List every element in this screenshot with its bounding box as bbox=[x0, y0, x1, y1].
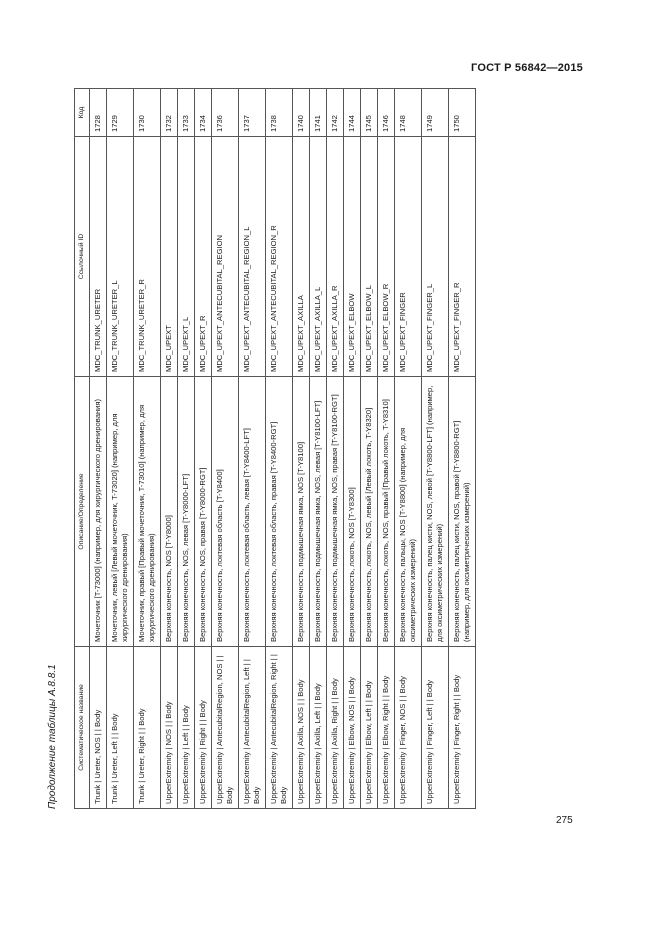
cell-code: 1733 bbox=[178, 89, 195, 137]
cell-reference-id: MDC_UPEXT_AXILLA_R bbox=[327, 137, 344, 377]
column-header-code: Код bbox=[75, 89, 90, 137]
cell-reference-id: MDC_UPEXT_ELBOW_L bbox=[361, 137, 378, 377]
cell-systematic-name: UpperExtremity | AntecubitalRegion, Right | | Body bbox=[266, 647, 293, 809]
cell-code: 1746 bbox=[378, 89, 395, 137]
cell-reference-id: MDC_UPEXT_FINGER bbox=[395, 137, 422, 377]
cell-description: Верхняя конечность, подмышечная ямка, NOS [T-Y8100] bbox=[293, 377, 310, 647]
cell-code: 1742 bbox=[327, 89, 344, 137]
cell-description: Верхняя конечность, локоть, NOS [T-Y8300] bbox=[344, 377, 361, 647]
cell-systematic-name: UpperExtremity | Elbow, NOS | | Body bbox=[344, 647, 361, 809]
cell-code: 1738 bbox=[266, 89, 293, 137]
cell-code: 1737 bbox=[239, 89, 266, 137]
cell-reference-id: MDC_UPEXT_R bbox=[195, 137, 212, 377]
cell-code: 1749 bbox=[422, 89, 449, 137]
cell-systematic-name: UpperExtremity | Axilla, NOS | | Body bbox=[293, 647, 310, 809]
cell-description: Верхняя конечность, палец кисти, NOS, левой [T-Y8800-LFT] (например, для оксиметрических измерений) bbox=[422, 377, 449, 647]
cell-code: 1748 bbox=[395, 89, 422, 137]
table-row bbox=[361, 89, 378, 809]
cell-reference-id: MDC_TRUNK_URETER_L bbox=[107, 137, 134, 377]
cell-reference-id: MDC_UPEXT_ELBOW bbox=[344, 137, 361, 377]
table-row bbox=[134, 89, 161, 809]
table-row bbox=[90, 89, 107, 809]
cell-reference-id: MDC_UPEXT_AXILLA_L bbox=[310, 137, 327, 377]
table-row bbox=[212, 89, 239, 809]
table-row bbox=[378, 89, 395, 809]
cell-description: Верхняя конечность, подмышечная ямка, NOS, левая [T-Y8100-LFT] bbox=[310, 377, 327, 647]
rotated-table-block bbox=[46, 65, 476, 815]
column-header-name: Систематическое название bbox=[75, 647, 90, 809]
cell-reference-id: MDC_UPEXT_FINGER_R bbox=[449, 137, 476, 377]
table-row bbox=[449, 89, 476, 809]
cell-description: Мочеточник, правый [Правый мочеточник, T-73010] (например, для хирургического дренирования) bbox=[134, 377, 161, 647]
cell-code: 1741 bbox=[310, 89, 327, 137]
cell-systematic-name: UpperExtremity | Left | | Body bbox=[178, 647, 195, 809]
cell-description: Верхняя конечность, пальцы, NOS [T-Y8800] (например, для оксиметрических измерений) bbox=[395, 377, 422, 647]
page-number: 275 bbox=[556, 815, 573, 826]
cell-description: Верхняя конечность, локтевая область, левая [T-Y8400-LFT] bbox=[239, 377, 266, 647]
cell-reference-id: MDC_UPEXT bbox=[161, 137, 178, 377]
cell-description: Верхняя конечность, палец кисти, NOS, правой [T-Y8800-RGT] (например, для оксиметрических измерений) bbox=[449, 377, 476, 647]
column-header-reference-id: Ссылочный ID bbox=[75, 137, 90, 377]
standard-header: ГОСТ Р 56842—2015 bbox=[471, 62, 583, 74]
cell-systematic-name: Trunk | Ureter, Left | | Body bbox=[107, 647, 134, 809]
cell-reference-id: MDC_UPEXT_ANTECUBITAL_REGION_L bbox=[239, 137, 266, 377]
table-row bbox=[161, 89, 178, 809]
cell-systematic-name: UpperExtremity | Finger, Right | | Body bbox=[449, 647, 476, 809]
column-header-description: Описание/Определение bbox=[75, 377, 90, 647]
cell-systematic-name: UpperExtremity | AntecubitalRegion, Left | | Body bbox=[239, 647, 266, 809]
cell-description: Мочеточник, левый [Левый мочеточник, T-73020] (например, для хирургического дренирования) bbox=[107, 377, 134, 647]
cell-code: 1728 bbox=[90, 89, 107, 137]
cell-systematic-name: UpperExtremity | Elbow, Left | | Body bbox=[361, 647, 378, 809]
cell-systematic-name: Trunk | Ureter, NOS | | Body bbox=[90, 647, 107, 809]
cell-systematic-name: UpperExtremity | Right | | Body bbox=[195, 647, 212, 809]
table-row bbox=[239, 89, 266, 809]
table-row bbox=[266, 89, 293, 809]
cell-description: Верхняя конечность, локтевая область [T-Y8400] bbox=[212, 377, 239, 647]
table-row bbox=[310, 89, 327, 809]
cell-systematic-name: UpperExtremity | Finger, Left | | Body bbox=[422, 647, 449, 809]
table-body bbox=[90, 89, 476, 809]
cell-systematic-name: UpperExtremity | Elbow, Right | | Body bbox=[378, 647, 395, 809]
cell-code: 1736 bbox=[212, 89, 239, 137]
cell-code: 1740 bbox=[293, 89, 310, 137]
cell-reference-id: MDC_TRUNK_URETER bbox=[90, 137, 107, 377]
cell-reference-id: MDC_UPEXT_FINGER_L bbox=[422, 137, 449, 377]
cell-description: Верхняя конечность, NOS, левая [T-Y8000-LFT] bbox=[178, 377, 195, 647]
table-row bbox=[107, 89, 134, 809]
cell-description: Верхняя конечность, подмышечная ямка, NOS, правая [T-Y8100-RGT] bbox=[327, 377, 344, 647]
cell-description: Верхняя конечность, NOS, правая [T-Y8000-RGT] bbox=[195, 377, 212, 647]
cell-systematic-name: UpperExtremity | AntecubitalRegion, NOS | | Body bbox=[212, 647, 239, 809]
cell-description: Верхняя конечность, локоть, NOS, левый [Левый локоть, T-Y8320] bbox=[361, 377, 378, 647]
table-row bbox=[395, 89, 422, 809]
table-header-row bbox=[75, 89, 90, 809]
cell-systematic-name: Trunk | Ureter, Right | | Body bbox=[134, 647, 161, 809]
cell-description: Мочеточник [T-73000] (например, для хирургического дренирования) bbox=[90, 377, 107, 647]
table-row bbox=[327, 89, 344, 809]
table-row bbox=[178, 89, 195, 809]
cell-description: Верхняя конечность, локоть, NOS, правый [Правый локоть, T-Y8310] bbox=[378, 377, 395, 647]
cell-reference-id: MDC_UPEXT_L bbox=[178, 137, 195, 377]
cell-code: 1750 bbox=[449, 89, 476, 137]
table-row bbox=[195, 89, 212, 809]
cell-code: 1729 bbox=[107, 89, 134, 137]
cell-systematic-name: UpperExtremity | Axilla, Right | | Body bbox=[327, 647, 344, 809]
cell-systematic-name: UpperExtremity | Finger, NOS | | Body bbox=[395, 647, 422, 809]
cell-description: Верхняя конечность, NOS [T-Y8000] bbox=[161, 377, 178, 647]
table-row bbox=[293, 89, 310, 809]
cell-code: 1734 bbox=[195, 89, 212, 137]
cell-code: 1745 bbox=[361, 89, 378, 137]
cell-code: 1732 bbox=[161, 89, 178, 137]
cell-reference-id: MDC_UPEXT_ELBOW_R bbox=[378, 137, 395, 377]
cell-systematic-name: UpperExtremity | NOS | | Body bbox=[161, 647, 178, 809]
cell-code: 1744 bbox=[344, 89, 361, 137]
cell-description: Верхняя конечность, локтевая область, правая [T-Y8400-RGT] bbox=[266, 377, 293, 647]
cell-reference-id: MDC_UPEXT_AXILLA bbox=[293, 137, 310, 377]
data-table bbox=[74, 88, 476, 809]
table-row bbox=[344, 89, 361, 809]
cell-reference-id: MDC_UPEXT_ANTECUBITAL_REGION bbox=[212, 137, 239, 377]
cell-reference-id: MDC_UPEXT_ANTECUBITAL_REGION_R bbox=[266, 137, 293, 377]
cell-code: 1730 bbox=[134, 89, 161, 137]
table-row bbox=[422, 89, 449, 809]
cell-reference-id: MDC_TRUNK_URETER_R bbox=[134, 137, 161, 377]
cell-systematic-name: UpperExtremity | Axilla, Left | | Body bbox=[310, 647, 327, 809]
table-caption: Продолжение таблицы А.8.8.1 bbox=[47, 664, 58, 809]
